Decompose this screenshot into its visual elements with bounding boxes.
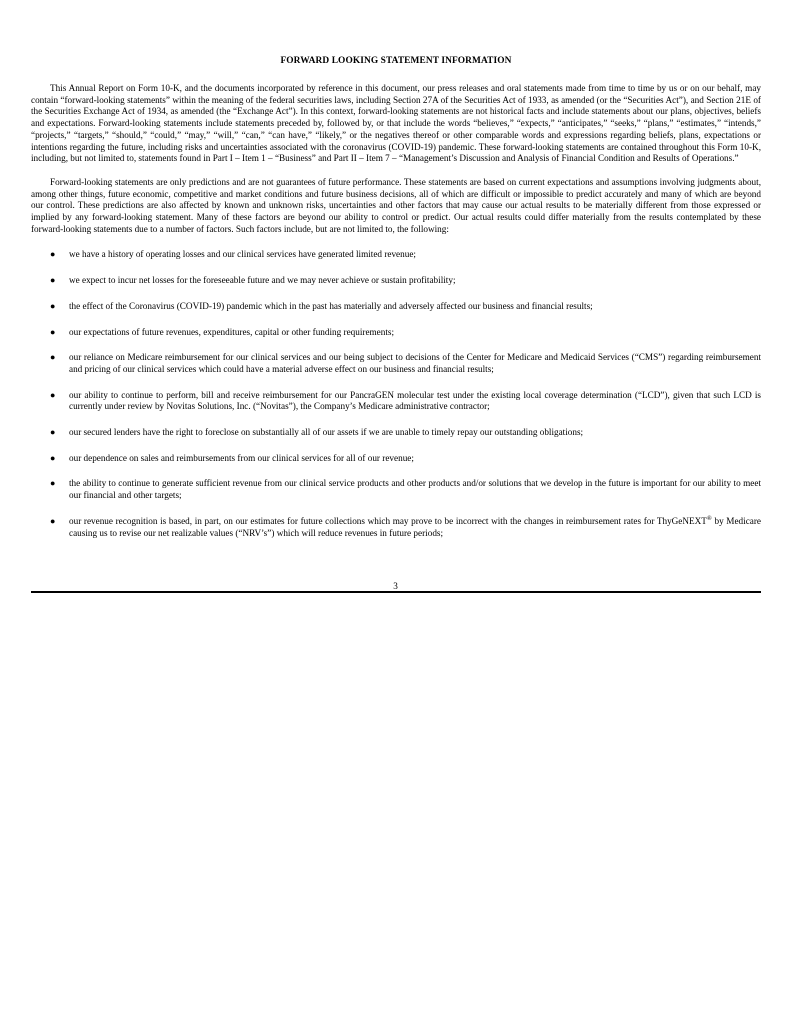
list-item-text: our dependence on sales and reimbursements from our clinical services for all of our revenue; (69, 452, 414, 463)
list-item-text: our reliance on Medicare reimbursement for our clinical services and our being subject to decisions of the Center for Medicare and Medicaid Services (“CMS”) regarding reimbursement and pricing of our clinical services which could have a material adverse effect on our business and financial results; (69, 352, 761, 374)
intro-paragraph: This Annual Report on Form 10-K, and the documents incorporated by reference in this document, our press releases and oral statements made from time to time by us or on our behalf, may contain “forward-looking statements” within the meaning of the federal securities laws, including Section 27A of the Securities Act of 1933, as amended (or the “Securities Act”), and Section 21E of the Securities Exchange Act of 1934, as amended (the “Exchange Act”). In this context, forward-looking statements are not historical facts and include statements about our plans, objectives, beliefs and expectations. Forward-looking statements include statements preceded by, followed by, or that include the words “believes,” “expects,” “anticipates,” “seeks,” “plans,” “estimates,” “intends,” “projects,” “targets,” “should,” “could,” “may,” “will,” “can,” “can have,” “likely,” or the negatives thereof or other comparable words and expressions regarding beliefs, plans, expectations or intentions regarding the future, including risks and uncertainties associated with the coronavirus (COVID-19) pandemic. These forward-looking statements are contained throughout this Form 10-K, including, but not limited to, statements found in Part I – Item 1 – “Business” and Part II – Item 7 – “Management’s Discussion and Analysis of Financial Condition and Results of Operations.” (31, 83, 761, 164)
list-item-text: we expect to incur net losses for the foreseeable future and we may never achieve or sustain profitability; (69, 275, 456, 286)
bullet-icon: ● (50, 478, 56, 489)
list-item-text-part: our revenue recognition is based, in part, on our estimates for future collections which may prove to be incorrect with the changes in reimbursement rates for ThyGeNEXT (69, 515, 707, 526)
registered-mark: ® (706, 514, 712, 522)
bullet-icon: ● (50, 249, 56, 260)
bullet-icon: ● (50, 300, 56, 311)
list-item (31, 390, 761, 413)
bullet-icon: ● (50, 515, 56, 526)
list-item-text: our secured lenders have the right to foreclose on substantially all of our assets if we are unable to timely repay our outstanding obligations; (69, 427, 584, 438)
bullet-icon: ● (50, 427, 56, 438)
footer-divider (31, 591, 761, 593)
bullet-icon: ● (50, 389, 56, 400)
list-item (31, 427, 761, 439)
list-item (31, 275, 761, 287)
bullet-icon: ● (50, 326, 56, 337)
page-number: 3 (393, 581, 398, 591)
list-item (31, 478, 761, 501)
list-item-text: the effect of the Coronavirus (COVID-19) pandemic which in the past has materially and adversely affected our business and financial results; (69, 300, 593, 311)
list-item (31, 249, 761, 261)
list-item-text: the ability to continue to generate sufficient revenue from our clinical service products and other products and/or solutions that we develop in the future is important for our ability to meet our financial and other targets; (69, 478, 761, 501)
list-item (31, 301, 761, 313)
list-item-text (69, 516, 761, 538)
list-item-text: our ability to continue to perform, bill and receive reimbursement for our PancraGEN molecular test under the existing local coverage determination (“LCD”), given that such LCD is currently under review by Novitas Solutions, Inc. (“Novitas”), the Company’s Medicare administrative contractor; (69, 389, 761, 412)
bullet-icon: ● (50, 352, 56, 363)
list-item (31, 453, 761, 465)
bullet-icon: ● (50, 452, 56, 463)
list-item-text-part: by Medicare causing us to revise our net realizable values (“NRV’s”) which will reduce revenues in future periods; (69, 515, 761, 538)
list-item (31, 516, 761, 539)
document-page (31, 55, 761, 553)
list-item-text: our expectations of future revenues, expenditures, capital or other funding requirements; (69, 326, 395, 337)
bullet-icon: ● (50, 275, 56, 286)
predictions-paragraph: Forward-looking statements are only predictions and are not guarantees of future performance. These statements are based on current expectations and assumptions involving judgments about, among other things, future economic, competitive and market conditions and future business decisions, all of which are difficult or impossible to predict accurately and many of which are beyond our control. These predictions are also affected by known and unknown risks, uncertainties and other factors that may cause our actual results to be materially different from those expressed or implied by any forward-looking statement. Many of these factors are beyond our ability to control or predict. Our actual results could differ materially from the results contemplated by these forward-looking statements due to a number of factors. Such factors include, but are not limited to, the following: (31, 176, 761, 234)
risk-factor-list (31, 249, 761, 539)
page-title: FORWARD LOOKING STATEMENT INFORMATION (280, 56, 512, 66)
list-item (31, 352, 761, 375)
list-item (31, 327, 761, 339)
list-item-text: we have a history of operating losses and our clinical services have generated limited revenue; (69, 249, 416, 260)
